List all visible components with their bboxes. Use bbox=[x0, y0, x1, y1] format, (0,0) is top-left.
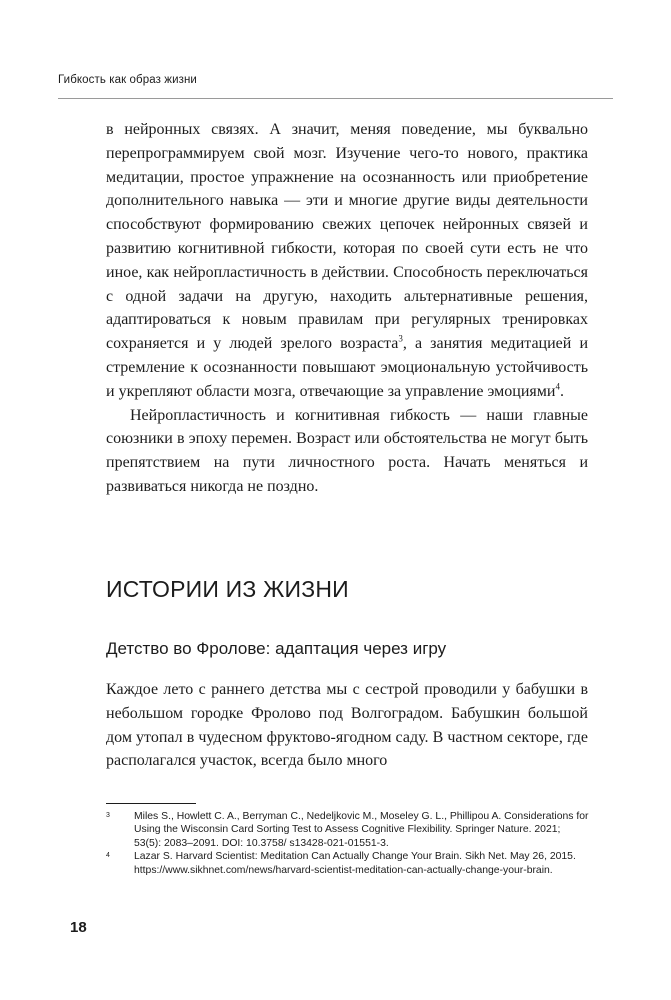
paragraph-1-part-a: в нейронных связях. А значит, меняя поведение, мы буквально перепрограммируем свой мозг. Изучение чего-то нового, практика медитации, простое упражнение на осознанность или приобретение дополнительного навыка — эти и многие другие виды деятельности способствуют формированию свежих цепочек нейронных связей и развитию когнитивной гибкости, которая по своей сути есть не что иное, как нейропластичность в действии. Способность переключаться с одной задачи на другую, находить альтернативные решения, адаптироваться к новым правилам при регулярных тренировках сохраняется и у людей зрелого возраста bbox=[106, 121, 588, 353]
footnote-number: 4 bbox=[106, 852, 110, 860]
paragraph-2: Нейропластичность и когнитивная гибкость — наши главные союзники в эпоху перемен. Возраст или обстоятельства не могут быть препятствием на пути личностного роста. Начать меняться и развиваться никогда не поздно. bbox=[106, 406, 588, 495]
footnote-ref-4[interactable]: 4 bbox=[555, 381, 560, 392]
paragraph-1 bbox=[106, 118, 588, 404]
footnote-ref-3[interactable]: 3 bbox=[398, 333, 403, 344]
header-rule bbox=[58, 98, 613, 99]
section-heading: ИСТОРИИ ИЗ ЖИЗНИ bbox=[106, 576, 349, 602]
footnote-rule bbox=[106, 803, 196, 804]
footnote-4 bbox=[106, 850, 590, 877]
paragraph-3: Каждое лето с раннего детства мы с сестрой проводили у бабушки в небольшом городке Фролово под Волгоградом. Бабушкин большой дом утопал в чудесном фруктово-ягодном саду. В частном секторе, где располагался участок, всегда было много bbox=[106, 681, 588, 770]
footnotes bbox=[106, 810, 590, 877]
footnote-number: 3 bbox=[106, 812, 110, 819]
footnote-text: Lazar S. Harvard Scientist: Meditation Can Actually Change Your Brain. Sikh Net. May 26, 2015. https://www.sikhnet.com/news/harvard-scientist-meditation-can-actually-change-your-brain. bbox=[134, 851, 576, 876]
running-header: Гибкость как образ жизни bbox=[58, 74, 197, 86]
body-paragraphs-top bbox=[106, 118, 588, 499]
footnote-text: Miles S., Howlett C. A., Berryman C., Nedeljkovic M., Moseley G. L., Phillipou A. Considerations for Using the Wisconsin Card Sorting Test to Assess Cognitive Flexibility. Springer Nature. 2021; 53(5): 2083–2091. DOI: 10.3758/ s13428-021-01551-3. bbox=[134, 811, 589, 849]
footnote-3 bbox=[106, 810, 590, 850]
sub-heading: Детство во Фролове: адаптация через игру bbox=[106, 639, 447, 658]
page-number: 18 bbox=[70, 919, 87, 936]
paragraph-1-part-b: , а занятия медитацией и стремление к осознанности повышают эмоциональную устойчивость и укрепляют области мозга, отвечающие за управление эмоциями bbox=[106, 335, 588, 400]
paragraph-1-part-c: . bbox=[559, 382, 564, 400]
body-paragraphs-bottom bbox=[106, 678, 588, 773]
